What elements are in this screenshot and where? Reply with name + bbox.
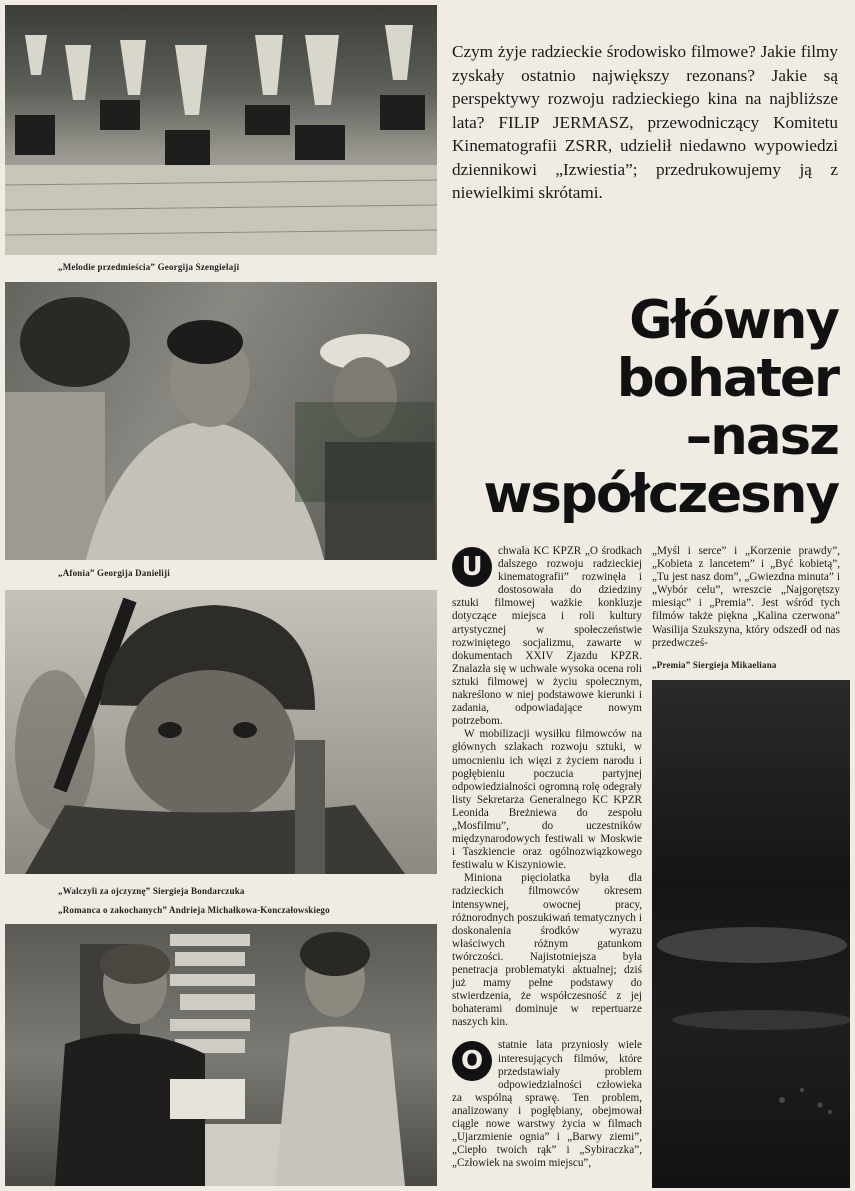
intro-lead: Czym żyje radzieckie środowisko filmowe? Jakie filmy zyskały ostatnio największy rezonans? Jakie są perspektywy rozwoju radzieckiego kina na najbliższe lata? FILIP JERMASZ, przewodniczący Komitetu Kinematografii ZSRR, udzielił niedawno wypowiedzi dziennikowi „Izwiestia”; przedrukowujemy ją z niewielkimi skrótami. [452, 42, 838, 202]
article-paragraph-5: „Myśl i serce” i „Korzenie prawdy”, „Kobieta z lancetem” i „Być kobietą”, „Tu jest nasz dom”, „Gwiezdna minuta” i „Wybór celu”, wreszcie „Najgorętszy miesiąc” i „Premia”. Jest wśród tych filmów także piękna „Kalina czerwona” Wasilija Szukszyna, który odszedł od nas przedwcześ- [652, 545, 840, 649]
caption-melodie: „Melodie przedmieścia” Georgija Szengielaji [58, 262, 240, 272]
photo-walczyli [5, 590, 437, 874]
photo-melodie [5, 5, 437, 255]
headline-line-1: Główny [629, 290, 838, 351]
article-paragraph-2: W mobilizacji wysiłku filmowców na głównych szlakach rozwoju sztuki, w umocnieniu ich więzi z życiem narodu i pogłębieniu poczucia partyjnej odpowiedzialności ogromną rolę odegrały listy Sekretarza Generalnego KC KPZR Leonida Breżniewa do zespołu „Mosfilmu”, do uczestników międzynarodowych festiwali w Moskwie i Taszkiencie oraz ogólnozwiązkowego festiwalu w Kiszyniowie. [452, 728, 642, 872]
caption-walczyli: „Walczyli za ojczyznę” Siergieja Bondarczuka [58, 886, 245, 896]
photo-afonia [5, 282, 437, 560]
headline [440, 292, 838, 524]
article-paragraph-4: O statnie lata przyniosły wiele interesujących filmów, które przedstawiały problem odpowiedzialności człowieka za wspólną sprawę. Ten problem, analizowany i pogłębiany, obejmował ciągle nowe warstwy życia w filmach „Ujarzmienie ognia” i „Barwy ziemi”, „Ciepło twoich rąk” i „Sybiraczka”, „Człowiek na swoim miejscu”, [452, 1039, 642, 1170]
caption-premia: „Premia” Siergieja Mikaeliana [652, 660, 777, 670]
caption-afonia: „Afonia” Georgija Danieliji [58, 568, 170, 578]
headline-line-4: współczesny [483, 464, 838, 525]
headline-line-2: bohater [616, 348, 838, 409]
article-column-2 [652, 545, 840, 650]
article-column-1 [452, 545, 642, 1170]
dropcap-u: U [452, 547, 492, 587]
caption-romanca: „Romanca o zakochanych” Andrieja Michałkowa-Konczałowskiego [58, 905, 330, 915]
headline-line-3: –nasz [685, 406, 838, 467]
photo-premia [652, 680, 850, 1188]
photo-romanca [5, 924, 437, 1186]
dropcap-o: O [452, 1041, 492, 1081]
article-paragraph-1: U chwała KC KPZR „O środkach dalszego rozwoju radzieckiej kinematografii” rozwinęła i dostosowała do dziedziny sztuki filmowej ważkie konkluzje dotyczące miejsca i roli kultury artystycznej w społeczeństwie rozwiniętego socjalizmu, zawarte w dokumentach XXIV Zjazdu KPZR. Znalazła się w uchwale wysoka ocena roli sztuki filmowej w życiu społecznym, nakreślono w niej podstawowe kierunki i zadania, odpowiadające nowym potrzebom. [452, 545, 642, 728]
article-paragraph-3: Miniona pięciolatka była dla radzieckich filmowców okresem intensywnej, owocnej pracy, różnorodnych poszukiwań tematycznych i doskonalenia środków wyrazu właściwych różnym gatunkom twórczości. Najistotniejsza była penetracja problematyki aktualnej; dziś już mamy pełne podstawy do stwierdzenia, że współczesność z jej bohaterami dominuje w repertuarze naszych kin. [452, 872, 642, 1029]
